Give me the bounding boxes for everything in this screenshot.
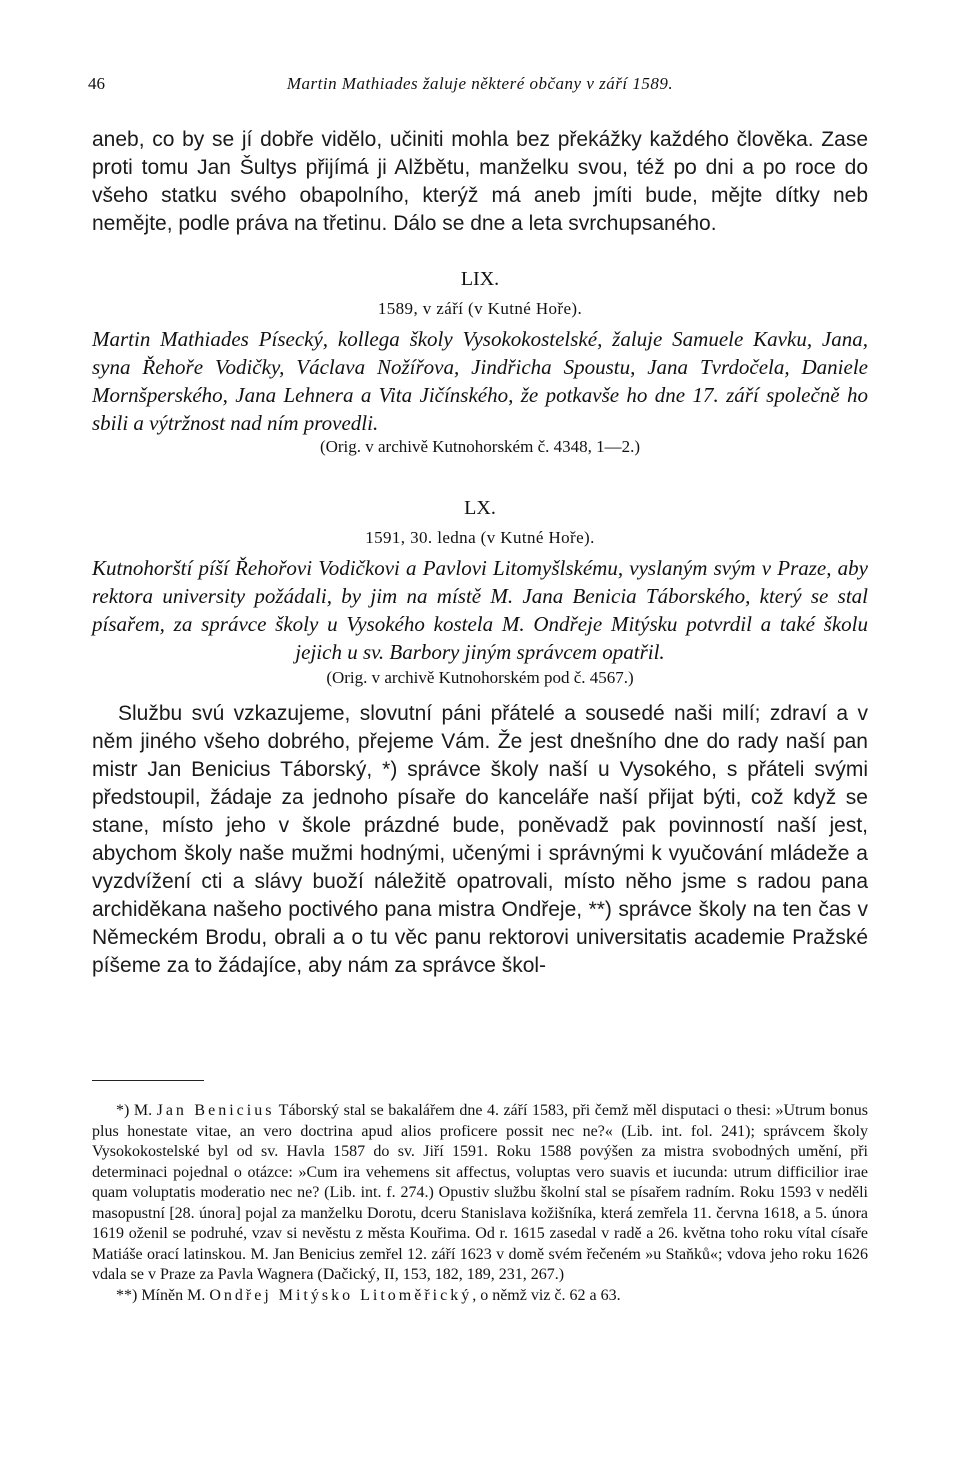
page-number: 46	[88, 74, 105, 93]
footnote-1-name-prefix: M.	[133, 1102, 153, 1119]
footnotes	[92, 1080, 868, 1306]
entry-source-lix: (Orig. v archivě Kutnohorském č. 4348, 1—2.)	[319, 437, 641, 456]
letter-body: Službu svú vzkazujeme, slovutní páni přátelé a sousedé naši milí; zdraví a v něm jiného všeho dobrého, přejeme Vám. Že jest dnešního dne do rady naší pan mistr Jan Benicius Táborský, *) správce školy naší u Vysokého, s přáteli svými předstoupil, žádaje za jednoho písaře do kanceláře naší přijat býti, což když se stane, místo jeho v škole prázdné bude, poněvadž pak povinností naší jest, abychom školy naše mužmi hodnými, učenými i správnými k vyučování mládeže a vyzdvížení cti a slávy buoží náležitě opatrovali, místo něho jsme s radou pana archiděkana našeho poctivého pana mistra Ondřeje, **) správce školy na ten čas v Německém Brodu, obrali a o tu věc panu rektorovi universitatis academie Pražské píšeme za to žádajíce, aby nám za správce škol-	[92, 702, 868, 977]
entry-summary-lix: Martin Mathiades Písecký, kollega školy Vysokokostelské, žaluje Samuele Kavku, Jana, syna Řehoře Vodičky, Václava Nožířova, Jindřicha Spoustu, Jana Tvrdočela, Daniele Mornšperského, Jana Lehnera a Vita Jičínského, že potkavše ho dne 17. září společně ho sbili a výtržnost nad ním provedli.	[92, 327, 868, 435]
entry-source-lx: (Orig. v archivě Kutnohorském pod č. 4567.)	[326, 668, 634, 687]
footnote-1-mark: *)	[116, 1102, 130, 1119]
page-header	[88, 74, 868, 102]
footnote-1-text: Táborský stal se bakalářem dne 4. září 1583, při čemž měl disputaci o thesi: »Utrum bonus plus honestate vitae, an vero doctrina apud alios proficere possit nec ne?« (Lib. int. fol. 241); správcem školy Vysokokostelské byl od sv. Havla 1587 do sv. Jiří 1591. Roku 1588 povýšen za mistra svobodných umění, při determinaci pojednal o otázce: »Cum ira vehemens sit affectus, voluptas vero suavis et iucunda: utrum difficilior irae quam voluptatis moderatio nec ne? (Lib. int. f. 274.) Opustiv službu školní stal se písařem radním. Roku 1593 v neděli masopustní [28. února] pojal za manželku Dorotu, dceru Stanislava kožišníka, která zemřela 11. června 1618, a 5. února 1619 oženil se podruhé, vzav si nevěstu z města Kouřima. Od r. 1615 zasedal v radě a 26. května toho roku vítal císaře Matiáše orací latinskou. M. Jan Benicius zemřel 12. září 1623 v domě svém řečeném »u Staňků«; vdova jeho roku 1626 vdala se v Praze za Pavla Wagnera (Dačický, II, 153, 182, 189, 231, 267.)	[92, 1102, 869, 1283]
footnote-1-name: Jan Benicius	[156, 1102, 275, 1119]
main-text	[92, 126, 868, 980]
footnote-2-name-prefix: Míněn M.	[141, 1286, 206, 1304]
carryover-paragraph: aneb, co by se jí dobře vidělo, učiniti mohla bez překážky každého člověka. Zase proti tomu Jan Šultys přijímá ji Alžbětu, manželku svou, též po dni a po roce do všeho statku svého obapolního, kterýž má aneb jmíti bude, mějte dítky neb nemějte, podle práva na třetinu. Dálo se dne a leta svrchupsaného.	[92, 128, 868, 235]
running-title: Martin Mathiades žaluje některé občany v září 1589.	[286, 74, 674, 93]
footnote-rule	[92, 1080, 204, 1081]
footnote-2-mark: **)	[116, 1286, 138, 1304]
entry-date-lix: 1589, v září (v Kutné Hoře).	[377, 299, 583, 318]
footnote-2	[92, 1286, 868, 1307]
footnote-2-name: Ondřej Mitýsko Litoměřický	[209, 1286, 473, 1304]
footnote-1	[92, 1101, 868, 1286]
entry-number-lix: LIX.	[460, 268, 500, 290]
entry-number-lx: LX.	[464, 497, 496, 519]
footnote-2-text: , o němž viz č. 62 a 63.	[472, 1286, 621, 1304]
entry-summary-lx: Kutnohorští píší Řehořovi Vodičkovi a Pavlovi Litomyšlskému, vyslaným svým v Praze, aby rektora university požádali, by jim na místě M. Jana Benicia Táborského, který se stal písařem, za správce školy u Vysokého kostela M. Ondřeje Mitýsku potvrdil a také školu jejich u sv. Barbory jiným správcem opatřil.	[92, 556, 868, 664]
entry-date-lx: 1591, 30. ledna (v Kutné Hoře).	[365, 528, 595, 547]
